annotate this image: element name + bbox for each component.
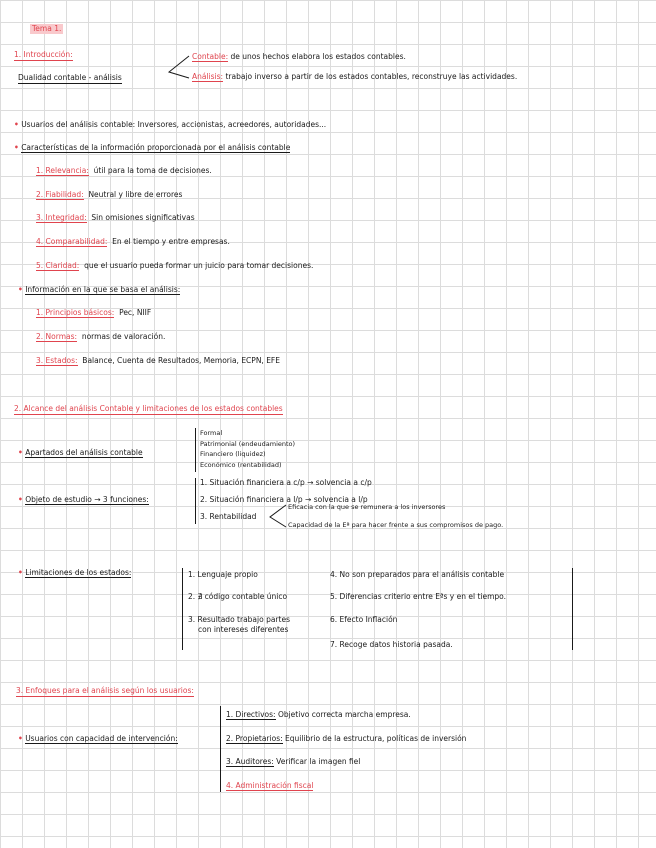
caract-item: [36, 237, 230, 247]
page-title: Tema 1.: [32, 24, 62, 33]
informacion-text: Información en la que se basa el análisis:: [25, 285, 181, 294]
item-text: Objetivo correcta marcha empresa.: [277, 710, 411, 719]
brace-line: [195, 478, 196, 524]
list-item: Económico (rentabilidad): [200, 460, 282, 469]
contable-label: Contable:: [192, 52, 229, 61]
bullet-icon: •: [18, 568, 23, 577]
bullet-icon: •: [18, 734, 23, 743]
analisis-line: [192, 72, 517, 82]
caract-item: [36, 166, 212, 176]
item-number: 4. Comparabilidad:: [36, 237, 108, 246]
list-item: Patrimonial (endeudamiento): [200, 439, 296, 448]
item-text: Sin omisiones significativas: [91, 213, 195, 222]
item-text: Pec, NIIF: [119, 308, 152, 317]
brace-line: [220, 706, 221, 792]
caract-item: [36, 213, 195, 223]
caract-item: [36, 261, 313, 271]
caracteristicas-text: Características de la información proporcionada por el análisis contable: [21, 143, 291, 152]
limit-item: con intereses diferentes: [198, 625, 289, 634]
item-text: útil para la toma de decisiones.: [93, 166, 212, 175]
bullet-icon: •: [18, 495, 23, 504]
item-number: 3. Integridad:: [36, 213, 87, 222]
section-2-heading: 2. Alcance del análisis Contable y limitaciones de los estados contables: [14, 404, 283, 413]
item-text: Neutral y libre de errores: [88, 190, 183, 199]
item-text: que el usuario pueda formar un juicio para tomar decisiones.: [84, 261, 314, 270]
apartados-list: [200, 428, 295, 470]
usuarios-text: Usuarios del análisis contable: Inversores, accionistas, acreedores, autoridades...: [21, 120, 327, 129]
limit-item: 2. ∄ código contable único: [188, 592, 288, 601]
limit-item: 7. Recoge datos historia pasada.: [330, 640, 453, 649]
analisis-label: Análisis:: [192, 72, 224, 81]
item-text: Verificar la imagen fiel: [276, 757, 361, 766]
brace-icon: [165, 54, 191, 82]
item-number: 3. Auditores:: [226, 757, 274, 766]
rent-item: Capacidad de la Eª para hacer frente a sus compromisos de pago.: [288, 521, 504, 529]
bullet-icon: •: [14, 143, 19, 152]
item-number: 2. Fiabilidad:: [36, 190, 84, 199]
brace-line: [195, 428, 196, 472]
objeto-item: 3. Rentabilidad: [200, 512, 257, 521]
limit-item: 5. Diferencias criterio entre Eªs y en el tiempo.: [330, 592, 507, 601]
info-item: [36, 332, 165, 342]
item-text: normas de valoración.: [81, 332, 166, 341]
limitaciones-label: Limitaciones de los estados:: [25, 568, 132, 577]
enfoque-item: [226, 734, 466, 744]
caract-item: [36, 190, 182, 200]
analisis-text: trabajo inverso a partir de los estados contables, reconstruye las actividades.: [225, 72, 518, 81]
apartados-line: [18, 448, 143, 458]
limit-item: 1. Lenguaje propio: [188, 570, 258, 579]
brace-icon: [268, 503, 288, 529]
bullet-icon: •: [18, 448, 23, 457]
item-number: 3. Estados:: [36, 356, 78, 365]
apartados-label: Apartados del análisis contable: [25, 448, 143, 457]
dualidad-label: Dualidad contable - análisis: [18, 73, 122, 82]
item-number: 2. Normas:: [36, 332, 78, 341]
rent-item: Eficacia con la que se remunera a los inversores: [288, 503, 446, 511]
usuarios-line: [14, 120, 326, 130]
objeto-item: 2. Situación financiera a l/p → solvencia a l/p: [200, 495, 368, 504]
item-number: 5. Claridad:: [36, 261, 80, 270]
limitaciones-line: [18, 568, 131, 578]
usuarios-intervencion-label: Usuarios con capacidad de intervención:: [25, 734, 178, 743]
objeto-line: [18, 495, 149, 505]
section-3-heading: 3. Enfoques para el análisis según los usuarios:: [16, 686, 194, 695]
bracket-right-line: [572, 568, 573, 650]
list-item: Financiero (liquidez): [200, 450, 266, 458]
limit-item: 6. Efecto Inflación: [330, 615, 398, 624]
item-text: Equilibrio de la estructura, políticas de inversión: [285, 734, 467, 743]
item-text: Balance, Cuenta de Resultados, Memoria, ECPN, EFE: [82, 356, 280, 365]
section-1-heading: 1. Introducción:: [14, 50, 73, 59]
enfoque-item: [226, 710, 411, 720]
bullet-icon: •: [14, 120, 19, 129]
item-number: 1. Principios básicos:: [36, 308, 115, 317]
limit-item: 3. Resultado trabajo partes: [188, 615, 290, 624]
informacion-line: [18, 285, 180, 295]
info-item: [36, 308, 151, 318]
enfoque-item: [226, 757, 360, 767]
objeto-label: Objeto de estudio → 3 funciones:: [25, 495, 149, 504]
contable-text: de unos hechos elabora los estados contables.: [230, 52, 406, 61]
item-number: 1. Directivos:: [226, 710, 276, 719]
contable-line: [192, 52, 406, 62]
list-item: Formal: [200, 429, 223, 437]
bullet-icon: •: [18, 285, 23, 294]
item-text: En el tiempo y entre empresas.: [112, 237, 230, 246]
caracteristicas-line: [14, 143, 290, 153]
info-item: [36, 356, 280, 366]
usuarios-intervencion-line: [18, 734, 178, 744]
objeto-item: 1. Situación financiera a c/p → solvencia a c/p: [200, 478, 372, 487]
item-number: 2. Propietarios:: [226, 734, 283, 743]
item-number: 1. Relevancia:: [36, 166, 89, 175]
bracket-left-line: [182, 568, 183, 650]
enfoque-item: [226, 781, 313, 791]
item-number: 4. Administración fiscal: [226, 781, 314, 790]
limit-item: 4. No son preparados para el análisis contable: [330, 570, 505, 579]
